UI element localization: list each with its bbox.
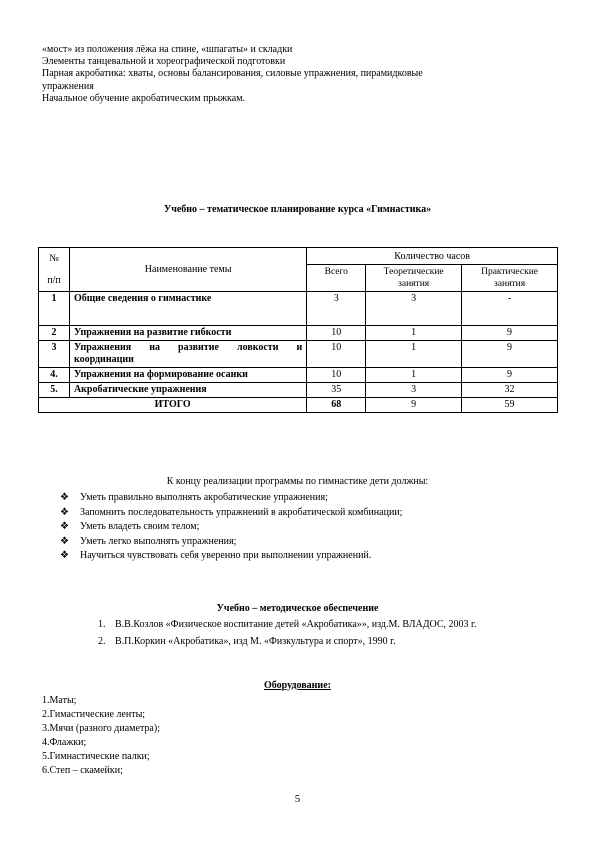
table-row bbox=[39, 368, 558, 383]
list-item bbox=[60, 520, 402, 535]
intro-line: Начальное обучение акробатическим прыжкам. bbox=[42, 92, 246, 104]
total-hours: 68 bbox=[307, 398, 366, 413]
diamond-bullet-icon: ❖ bbox=[60, 521, 69, 532]
header-total: Всего bbox=[307, 265, 366, 292]
table-row bbox=[39, 292, 558, 326]
row-total: 10 bbox=[307, 341, 366, 368]
header-practice-line: Практические bbox=[481, 267, 538, 277]
row-theory: 3 bbox=[366, 292, 462, 326]
list-item: 5.Гимнастические палки; bbox=[42, 751, 150, 762]
list-item bbox=[60, 491, 402, 506]
table-row bbox=[39, 341, 558, 368]
row-num: 5. bbox=[39, 383, 70, 398]
row-theory: 1 bbox=[366, 341, 462, 368]
intro-line: Элементы танцевальной и хореографической подготовки bbox=[42, 56, 286, 68]
row-total: 10 bbox=[307, 326, 366, 341]
book-number: 2. bbox=[98, 636, 106, 647]
row-topic: Общие сведения о гимнастике bbox=[69, 292, 306, 326]
book-number: 1. bbox=[98, 619, 106, 630]
header-theory-line: занятия bbox=[398, 279, 430, 289]
header-practice-line: занятия bbox=[494, 279, 526, 289]
intro-line: «мост» из положения лёжа на спине, «шпагаты» и складки bbox=[42, 44, 293, 55]
page-number: 5 bbox=[294, 793, 301, 805]
list-item: 3.Мячи (разного диаметра); bbox=[42, 723, 160, 734]
row-practice: 9 bbox=[462, 368, 558, 383]
list-item: 1.Маты; bbox=[42, 695, 77, 706]
list-item bbox=[60, 549, 402, 564]
header-practice bbox=[462, 265, 558, 292]
row-topic-line: Упражнения на развитие ловкости и bbox=[73, 342, 303, 353]
header-theory-line: Теоретические bbox=[383, 267, 444, 277]
book-text: В.П.Коркин «Акробатика», изд М. «Физкультура и спорт», 1990 г. bbox=[115, 636, 396, 647]
row-theory: 1 bbox=[366, 326, 462, 341]
row-practice: 32 bbox=[462, 383, 558, 398]
row-theory: 3 bbox=[366, 383, 462, 398]
header-topic-name: Наименование темы bbox=[69, 248, 306, 292]
outcomes-intro: К концу реализации программы по гимнастике дети должны: bbox=[166, 476, 429, 487]
book-text: В.В.Козлов «Физическое воспитание детей «Акробатика»», изд.М. ВЛАДОС, 2003 г. bbox=[115, 619, 477, 630]
list-item bbox=[60, 535, 402, 550]
intro-text bbox=[42, 44, 512, 105]
header-num-label: п/п bbox=[47, 274, 61, 286]
row-topic: Упражнения на развитие гибкости bbox=[69, 326, 306, 341]
total-theory: 9 bbox=[366, 398, 462, 413]
table-header-row bbox=[39, 248, 558, 265]
list-item bbox=[98, 633, 477, 650]
thematic-plan-table bbox=[38, 247, 558, 413]
table-row bbox=[39, 326, 558, 341]
row-num: 3 bbox=[39, 341, 70, 368]
method-title: Учебно – методическое обеспечение bbox=[216, 603, 379, 614]
list-item: 4.Флажки; bbox=[42, 737, 87, 748]
list-item: 2.Гимастические ленты; bbox=[42, 709, 146, 720]
diamond-bullet-icon: ❖ bbox=[60, 535, 69, 547]
total-practice: 59 bbox=[462, 398, 558, 413]
row-num: 1 bbox=[39, 292, 70, 326]
row-theory: 1 bbox=[366, 368, 462, 383]
row-num: 4. bbox=[39, 368, 70, 383]
table-total-row bbox=[39, 398, 558, 413]
books-list bbox=[98, 616, 477, 650]
row-total: 35 bbox=[307, 383, 366, 398]
diamond-bullet-icon: ❖ bbox=[60, 492, 69, 503]
row-practice: 9 bbox=[462, 341, 558, 368]
row-topic bbox=[69, 341, 306, 368]
intro-line: упражнения bbox=[42, 80, 94, 92]
row-topic: Упражнения на формирование осанки bbox=[69, 368, 306, 383]
total-label: ИТОГО bbox=[39, 398, 307, 413]
outcome-text: Запомнить последовательность упражнений в акробатической комбинации; bbox=[80, 506, 403, 518]
header-theory bbox=[366, 265, 462, 292]
equipment-list bbox=[42, 694, 160, 778]
outcome-text: Научиться чувствовать себя уверенно при выполнении упражнений. bbox=[80, 550, 372, 561]
table-row bbox=[39, 383, 558, 398]
row-num: 2 bbox=[39, 326, 70, 341]
list-item bbox=[98, 616, 477, 633]
diamond-bullet-icon: ❖ bbox=[60, 550, 69, 561]
row-practice: 9 bbox=[462, 326, 558, 341]
list-item: 6.Степ – скамейки; bbox=[42, 765, 123, 776]
outcome-text: Уметь легко выполнять упражнения; bbox=[80, 535, 237, 547]
plan-title: Учебно – тематическое планирование курса «Гимнастика» bbox=[163, 204, 432, 215]
header-hours: Количество часов bbox=[307, 248, 558, 265]
row-topic: Акробатические упражнения bbox=[69, 383, 306, 398]
outcome-text: Уметь правильно выполнять акробатические упражнения; bbox=[80, 492, 328, 503]
header-num-symbol: № bbox=[49, 252, 59, 264]
intro-line: Парная акробатика: хваты, основы балансирования, силовые упражнения, пирамидковые bbox=[42, 68, 423, 80]
list-item bbox=[60, 506, 402, 521]
equipment-title bbox=[0, 680, 595, 691]
row-total: 3 bbox=[307, 292, 366, 326]
diamond-bullet-icon: ❖ bbox=[60, 506, 69, 518]
row-topic-line: координации bbox=[73, 354, 134, 365]
outcome-text: Уметь владеть своим телом; bbox=[80, 521, 200, 532]
header-num bbox=[39, 248, 70, 292]
row-practice: - bbox=[462, 292, 558, 326]
outcomes-list bbox=[60, 491, 402, 564]
equipment-title-text: Оборудование: bbox=[264, 680, 331, 691]
row-total: 10 bbox=[307, 368, 366, 383]
